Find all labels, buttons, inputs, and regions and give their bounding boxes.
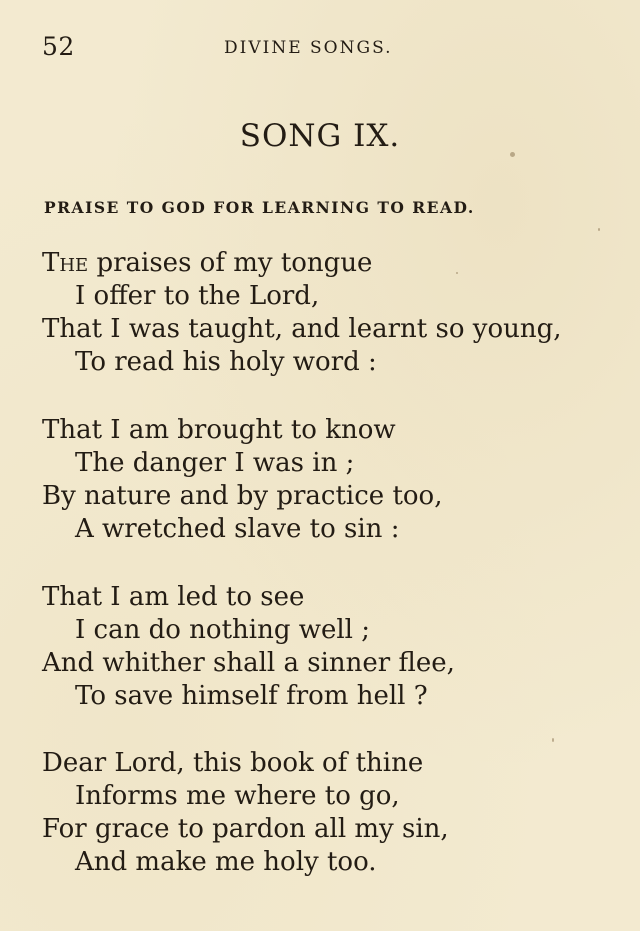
stanza-2-line-1: That I am brought to know <box>42 415 396 445</box>
paper-speck <box>552 738 554 742</box>
stanza-4-line-2: Informs me where to go, <box>75 781 400 811</box>
opening-line-rest: praises of my tongue <box>88 248 373 278</box>
stanza-4 <box>42 747 632 879</box>
stanza-2-line-2: The danger I was in ; <box>75 448 355 478</box>
paper-speck <box>456 272 458 274</box>
stanza-4-line-4: And make me holy too. <box>75 847 377 877</box>
stanza-3-line-4: To save himself from hell ? <box>75 681 428 711</box>
stanza-2-line-4: A wretched slave to sin : <box>75 514 400 544</box>
stanza-3-line-1: That I am led to see <box>42 582 305 612</box>
stanza-1 <box>42 247 632 379</box>
stanza-4-line-1: Dear Lord, this book of thine <box>42 748 424 778</box>
page-header <box>42 32 612 68</box>
stanza-2 <box>42 414 632 546</box>
stanza-3 <box>42 581 632 713</box>
stanza-1-line-2: I offer to the Lord, <box>75 281 320 311</box>
opening-word: The <box>42 248 89 278</box>
stanza-1-line-3: That I was taught, and learnt so young, <box>42 314 562 344</box>
stanza-2-line-3: By nature and by practice too, <box>42 481 443 511</box>
page-number: 52 <box>42 32 75 61</box>
paper-speck <box>598 228 600 231</box>
song-title: SONG IX. <box>239 118 401 154</box>
stanza-3-line-3: And whither shall a sinner flee, <box>42 648 455 678</box>
paper-speck <box>510 152 515 157</box>
stanza-3-line-2: I can do nothing well ; <box>75 615 371 645</box>
stanza-4-line-3: For grace to pardon all my sin, <box>42 814 449 844</box>
song-subtitle: PRAISE TO GOD FOR LEARNING TO READ. <box>44 198 475 217</box>
running-head: DIVINE SONGS. <box>224 38 393 58</box>
stanza-1-line-4: To read his holy word : <box>75 347 377 377</box>
stanza-1-line-1 <box>42 247 632 280</box>
